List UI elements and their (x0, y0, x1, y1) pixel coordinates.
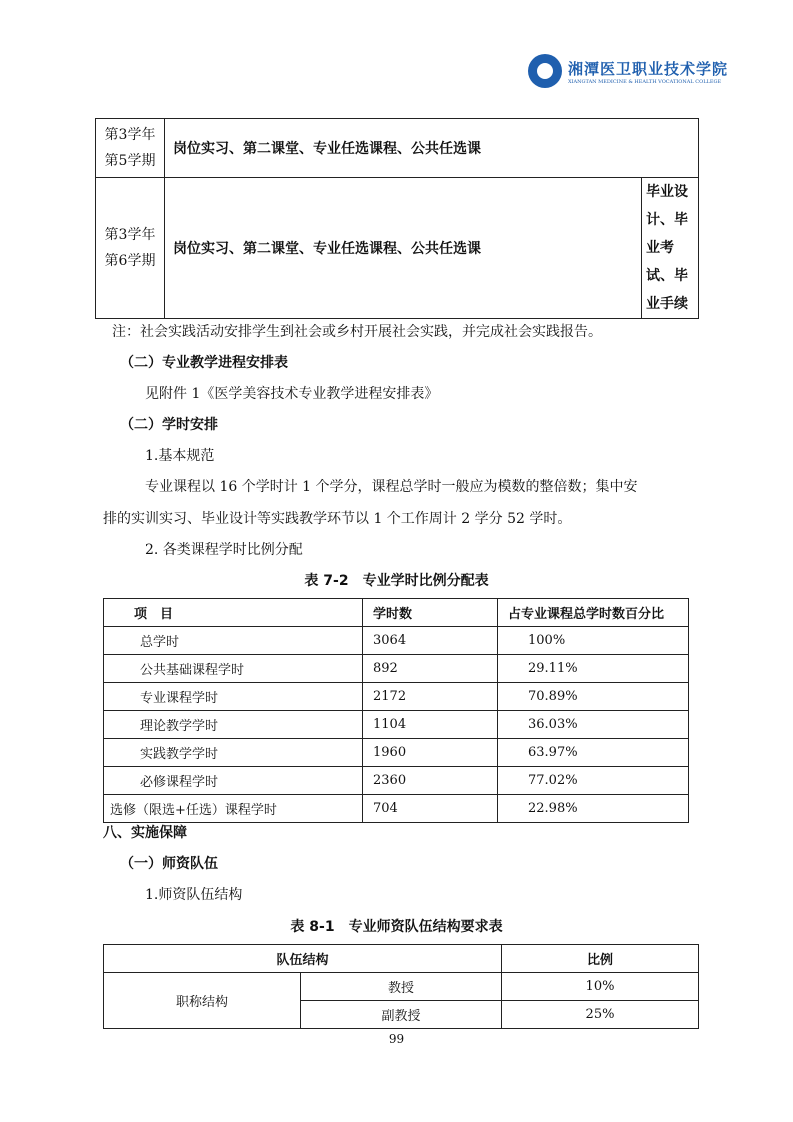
schedule-table (95, 118, 699, 319)
paragraph-basic-line2: 排的实训实习、毕业设计等实践教学环节以 1 个工作周计 2 学分 52 学时。 (103, 511, 572, 527)
table-row (104, 655, 689, 683)
table-row (96, 178, 699, 319)
term-cell: 第3学年 第6学期 (96, 178, 165, 319)
table-row (104, 627, 689, 655)
hours-cell: 704 (363, 795, 498, 823)
subheading-basic: 1.基本规范 (145, 448, 215, 464)
term-cell: 第3学年 第5学期 (96, 119, 165, 178)
percent-cell: 100% (498, 627, 689, 655)
table-row (96, 119, 699, 178)
table-header-row (104, 599, 689, 627)
hours-cell: 892 (363, 655, 498, 683)
ratio-cell: 25% (502, 1001, 699, 1029)
college-seal-icon (528, 54, 562, 88)
ratio-cell: 10% (502, 973, 699, 1001)
percent-cell: 22.98% (498, 795, 689, 823)
extra-cell: 毕业设 计、毕 业考 试、毕 业手续 (642, 178, 699, 319)
hours-cell: 1104 (363, 711, 498, 739)
header-cell: 项 目 (104, 599, 363, 627)
percent-cell: 77.02% (498, 767, 689, 795)
table-8-1-title: 表 8-1 专业师资队伍结构要求表 (290, 919, 503, 935)
item-cell: 理论教学学时 (104, 711, 363, 739)
heading-hours: （二）学时安排 (120, 417, 218, 433)
table-row (104, 767, 689, 795)
hours-ratio-table (103, 598, 689, 823)
logo-name: 湘潭医卫职业技术学院 (568, 59, 729, 78)
paragraph-basic-line1: 专业课程以 16 个学时计 1 个学分，课程总学时一般应为模数的整倍数；集中安 (145, 479, 638, 495)
logo-english: XIANGTAN MEDICINE & HEALTH VOCATIONAL COLLEGE (568, 78, 722, 85)
item-cell: 公共基础课程学时 (104, 655, 363, 683)
table-row (104, 711, 689, 739)
title-cell: 副教授 (301, 1001, 502, 1029)
item-cell: 必修课程学时 (104, 767, 363, 795)
title-cell: 教授 (301, 973, 502, 1001)
item-cell: 总学时 (104, 627, 363, 655)
percent-cell: 63.97% (498, 739, 689, 767)
percent-cell: 29.11% (498, 655, 689, 683)
item-cell: 选修（限选+任选）课程学时 (104, 795, 363, 823)
subheading-structure: 1.师资队伍结构 (145, 887, 243, 903)
college-logo (528, 54, 728, 88)
item-cell: 专业课程学时 (104, 683, 363, 711)
hours-cell: 3064 (363, 627, 498, 655)
heading-teachers: （一）师资队伍 (120, 856, 218, 872)
header-cell: 占专业课程总学时数百分比 (498, 599, 689, 627)
table-7-2-title: 表 7-2 专业学时比例分配表 (304, 573, 489, 589)
teacher-structure-table (103, 944, 699, 1029)
table-row (104, 739, 689, 767)
percent-cell: 70.89% (498, 683, 689, 711)
subheading-ratio: 2. 各类课程学时比例分配 (145, 542, 303, 558)
item-cell: 实践教学学时 (104, 739, 363, 767)
paragraph-attachment: 见附件 1《医学美容技术专业教学进程安排表》 (145, 386, 439, 402)
heading-progress: （二）专业教学进程安排表 (120, 355, 288, 371)
table-row (104, 973, 699, 1001)
note: 注：社会实践活动安排学生到社会或乡村开展社会实践，并完成社会实践报告。 (112, 324, 602, 340)
table-header-row (104, 945, 699, 973)
header-cell: 队伍结构 (104, 945, 502, 973)
content-cell: 岗位实习、第二课堂、专业任选课程、公共任选课 (165, 178, 642, 319)
header-cell: 学时数 (363, 599, 498, 627)
table-row (104, 795, 689, 823)
page-number: 99 (388, 1032, 405, 1046)
heading-section-8: 八、实施保障 (103, 825, 187, 841)
hours-cell: 1960 (363, 739, 498, 767)
group-cell: 职称结构 (104, 973, 301, 1029)
header-cell: 比例 (502, 945, 699, 973)
percent-cell: 36.03% (498, 711, 689, 739)
hours-cell: 2172 (363, 683, 498, 711)
hours-cell: 2360 (363, 767, 498, 795)
content-cell: 岗位实习、第二课堂、专业任选课程、公共任选课 (165, 119, 699, 178)
table-row (104, 683, 689, 711)
